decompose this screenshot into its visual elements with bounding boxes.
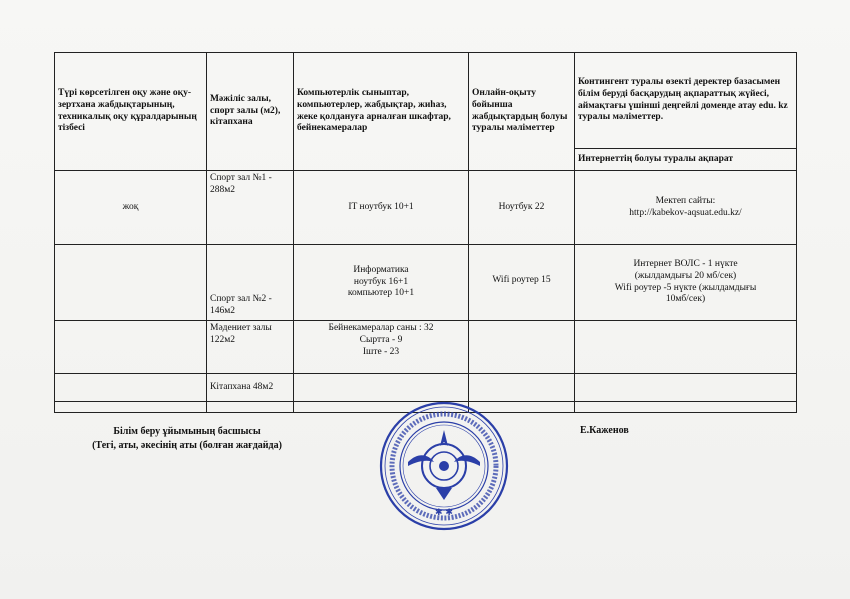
cell-hall: Кітапхана 48м2 bbox=[207, 374, 294, 402]
header-info-system: Контингент туралы өзекті деректер базасымен білім беруді басқарудың ақпараттық жүйесі, аймақтағы үшінші деңгейлі доменде атау edu. kz туралы мәліметтер. bbox=[575, 53, 797, 149]
cell-hall: Спорт зал №2 - 146м2 bbox=[207, 245, 294, 321]
header-computers: Компьютерлік сыныптар, компьютерлер, жабдықтар, жиһаз, жеке қолдануға арналған шкафтар, бейнекамералар bbox=[294, 53, 469, 171]
cell-equipment: жоқ bbox=[55, 171, 207, 245]
cameras-line: Бейнекамералар саны : 32 bbox=[328, 323, 434, 333]
cell-online bbox=[469, 374, 575, 402]
cameras-line: Сыртта - 9 bbox=[359, 334, 403, 345]
header-online-learning: Онлайн-оқыту бойынша жабдықтардың болуы туралы мәліметтер bbox=[469, 53, 575, 171]
cell-computers: IT ноутбук 10+1 bbox=[294, 171, 469, 245]
internet-line: Wifi роутер -5 нүкте (жылдамдығы bbox=[614, 282, 757, 293]
internet-line: 10мб/сек) bbox=[665, 294, 706, 305]
cell-hall: Мәдениет залы 122м2 bbox=[207, 321, 294, 374]
official-stamp bbox=[378, 400, 510, 532]
cell-computers bbox=[294, 374, 469, 402]
head-title: Білім беру ұйымының басшысы bbox=[113, 426, 261, 437]
table-row bbox=[55, 245, 797, 321]
table-row bbox=[55, 321, 797, 374]
computers-line: компьютер 10+1 bbox=[347, 288, 415, 299]
school-site-label: Мектеп сайты: bbox=[655, 195, 716, 206]
cell-internet bbox=[575, 245, 797, 321]
cell-internet bbox=[575, 171, 797, 245]
computers-line: ноутбук 16+1 bbox=[353, 276, 409, 287]
table-row bbox=[55, 171, 797, 245]
cell-computers bbox=[294, 245, 469, 321]
equipment-table bbox=[54, 52, 797, 413]
empty-cell bbox=[575, 402, 797, 413]
head-name-hint: (Тегі, аты, әкесінің аты (болған жағдайда) bbox=[92, 439, 282, 451]
signature-title bbox=[62, 425, 312, 452]
svg-text:✱ ✱: ✱ ✱ bbox=[435, 508, 453, 518]
cameras-line: Іште - 23 bbox=[362, 346, 400, 357]
table-row bbox=[55, 374, 797, 402]
cell-internet bbox=[575, 321, 797, 374]
school-site-url: http://kabekov-aqsuat.edu.kz/ bbox=[629, 207, 742, 218]
cell-hall: Спорт зал №1 - 288м2 bbox=[207, 171, 294, 245]
internet-line: (жылдамдығы 20 мб/сек) bbox=[634, 270, 737, 281]
cell-computers bbox=[294, 321, 469, 374]
cell-online: Wifi роутер 15 bbox=[469, 245, 575, 321]
internet-line: Интернет ВОЛС - 1 нүкте bbox=[633, 258, 738, 269]
header-halls: Мәжіліс залы, спорт залы (м2), кітапхана bbox=[207, 53, 294, 171]
empty-cell bbox=[207, 402, 294, 413]
computers-line: Информатика bbox=[353, 264, 409, 275]
cell-internet bbox=[575, 374, 797, 402]
cell-equipment bbox=[55, 374, 207, 402]
cell-online bbox=[469, 321, 575, 374]
table-header-row bbox=[55, 53, 797, 149]
header-equipment-list: Түрі көрсетілген оқу және оқу-зертхана жабдықтарының, техникалық оқу құралдарының тізбесі bbox=[55, 53, 207, 171]
cell-online: Ноутбук 22 bbox=[469, 171, 575, 245]
empty-cell bbox=[55, 402, 207, 413]
signature-name: Е.Каженов bbox=[580, 425, 629, 436]
cell-equipment bbox=[55, 245, 207, 321]
cell-equipment bbox=[55, 321, 207, 374]
header-internet-info: Интернеттің болуы туралы ақпарат bbox=[575, 149, 797, 171]
